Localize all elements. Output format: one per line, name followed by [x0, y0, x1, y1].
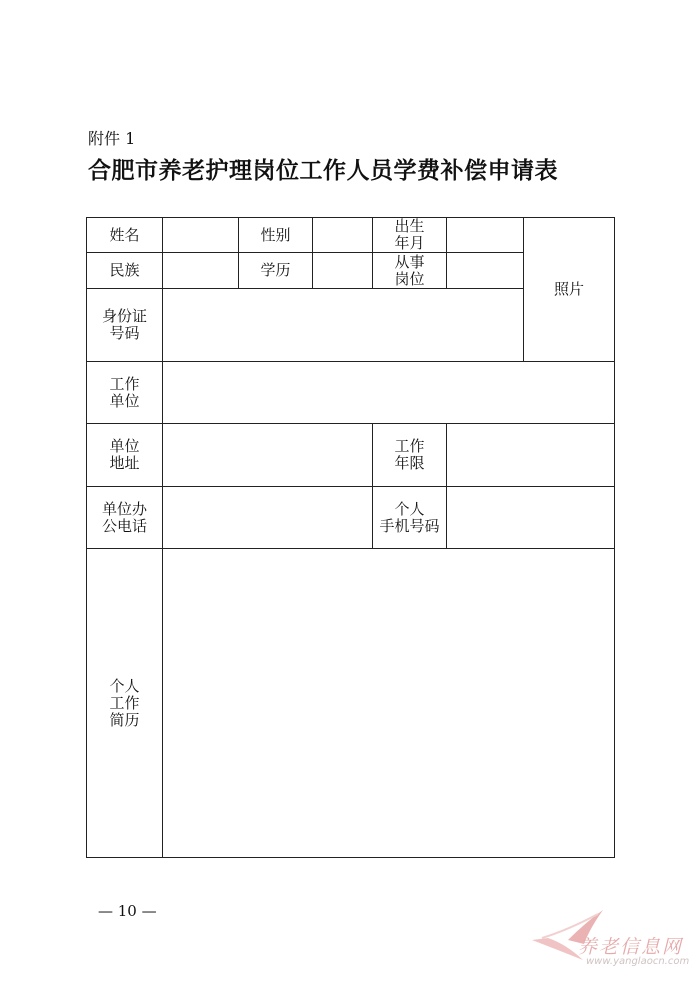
address-label-line2: 地址: [109, 454, 140, 472]
id-number-label-line1: 身份证: [101, 307, 147, 325]
resume-label: [87, 549, 163, 858]
education-field[interactable]: [313, 253, 373, 289]
ethnicity-label: 民族: [87, 253, 163, 289]
work-years-label-line1: 工作: [394, 437, 425, 455]
id-number-label-line2: 号码: [109, 324, 140, 342]
address-label-line1: 单位: [109, 437, 140, 455]
employer-label: [87, 362, 163, 424]
birth-date-field[interactable]: [447, 218, 524, 253]
attachment-label: 附件 1: [88, 129, 136, 148]
name-field[interactable]: [163, 218, 239, 253]
work-years-field[interactable]: [447, 424, 615, 487]
education-label: 学历: [239, 253, 313, 289]
employer-label-line1: 工作: [109, 374, 140, 393]
page-title: 合肥市养老护理岗位工作人员学费补偿申请表: [88, 157, 558, 184]
resume-label-line3: 简历: [109, 710, 140, 729]
mobile-label-line2: 手机号码: [379, 516, 440, 535]
site-watermark: [528, 900, 693, 980]
work-years-label-line2: 年限: [394, 454, 425, 472]
address-field[interactable]: [163, 424, 373, 487]
id-number-field[interactable]: [163, 289, 524, 362]
photo-box[interactable]: 照片: [524, 218, 615, 362]
office-phone-label-line2: 公电话: [101, 516, 147, 535]
name-label: 姓名: [87, 218, 163, 253]
birth-date-label: [373, 218, 447, 253]
mobile-label-line1: 个人: [394, 499, 425, 518]
position-label-line2: 岗位: [394, 269, 425, 288]
position-label: [373, 253, 447, 289]
resume-label-line2: 工作: [109, 693, 140, 712]
gender-label: 性别: [239, 218, 313, 253]
office-phone-label: [87, 487, 163, 549]
employer-field[interactable]: [163, 362, 615, 424]
office-phone-field[interactable]: [163, 487, 373, 549]
watermark-url: www.yanglaocn.com: [586, 956, 690, 967]
address-label: [87, 424, 163, 487]
employer-label-line2: 单位: [109, 391, 140, 410]
birth-date-label-line2: 年月: [394, 234, 425, 252]
resume-field[interactable]: [163, 549, 615, 858]
birth-date-label-line1: 出生: [394, 217, 425, 235]
work-years-label: [373, 424, 447, 487]
position-label-line1: 从事: [394, 252, 425, 271]
watermark-text: 养老信息网: [578, 936, 684, 958]
mobile-label: [373, 487, 447, 549]
page-number: — 10 —: [98, 902, 157, 920]
office-phone-label-line1: 单位办: [101, 499, 147, 518]
application-form-table: [86, 217, 615, 858]
id-number-label: [87, 289, 163, 362]
position-field[interactable]: [447, 253, 524, 289]
mobile-field[interactable]: [447, 487, 615, 549]
resume-label-line1: 个人: [109, 676, 140, 695]
gender-field[interactable]: [313, 218, 373, 253]
ethnicity-field[interactable]: [163, 253, 239, 289]
